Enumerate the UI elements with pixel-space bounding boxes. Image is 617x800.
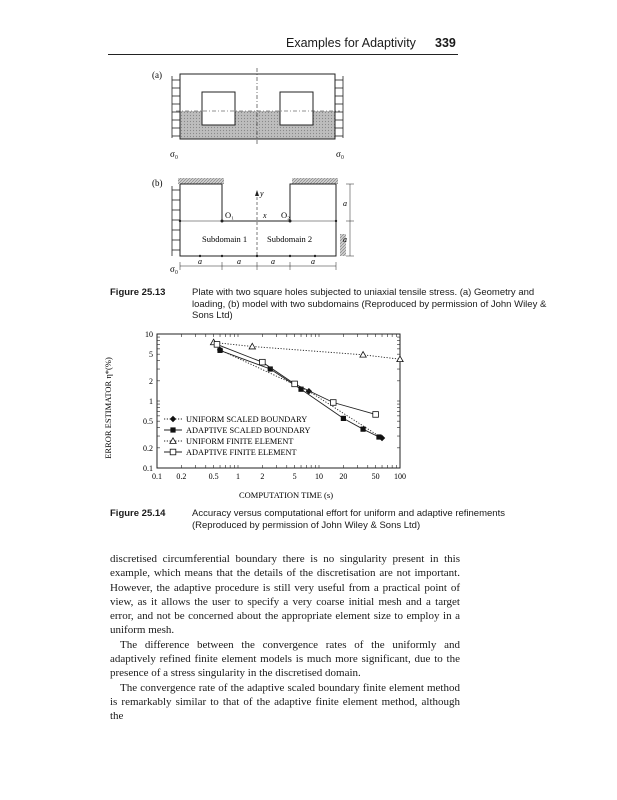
square-filled-marker [217, 348, 222, 353]
x-tick-label: 5 [292, 472, 297, 481]
x-tick-label: 100 [394, 472, 406, 481]
support-top-right [292, 178, 338, 184]
paragraph-1: discretised circumferential boundary there is no singularity present in this example, which means that the details of the discretisation are not important. However, the adaptive procedure is still very useful from a practical point of view, as it allows the user to specify a very coarse initial mesh and a target error, and not be concerned about the appropriate element size to employ in a uniform mesh. [110, 553, 460, 637]
o2-label: O₂ [281, 210, 291, 220]
sigma-right-a: σ₀ [336, 149, 344, 159]
subdomain-1-label: Subdomain 1 [202, 234, 248, 244]
x-tick-label: 20 [339, 472, 348, 481]
y-tick-label: 1 [149, 397, 153, 406]
square-open-marker [292, 381, 298, 387]
x-tick-label: 2 [260, 472, 265, 481]
dimension-lines [180, 184, 354, 270]
caption-14-text: Accuracy versus computational effort for uniform and adaptive refinements (Reproduced by permission of John Wiley & Sons Ltd) [192, 508, 505, 531]
y-tick-label: 0.1 [143, 464, 153, 473]
support-top-left [178, 178, 224, 184]
dim-a-2: a [237, 257, 241, 266]
x-axis-label: COMPUTATION TIME (s) [238, 490, 334, 500]
legend-entry: UNIFORM FINITE ELEMENT [186, 437, 294, 446]
dim-a-1: a [198, 257, 202, 266]
series-4 [214, 342, 378, 418]
dim-a-4: a [311, 257, 315, 266]
x-tick-label: 10 [315, 472, 323, 481]
x-label: x [263, 211, 267, 220]
x-tick-label: 1 [236, 472, 240, 481]
x-tick-label: 0.1 [152, 472, 162, 481]
chart-legend [164, 415, 310, 457]
square-open-marker [330, 400, 336, 406]
triangle-marker [360, 352, 366, 358]
caption-13-label: Figure 25.13 [110, 287, 166, 298]
series-3 [210, 339, 403, 361]
caption-14-label: Figure 25.14 [110, 508, 166, 519]
header-rule [108, 54, 458, 55]
caption-13-text: Plate with two square holes subjected to uniaxial tensile stress. (a) Geometry and loading, (b) model with two subdomains (Reproduced by permission of John Wiley & Sons Ltd) [192, 287, 547, 321]
page-number: 339 [435, 36, 456, 50]
square-filled-marker [341, 416, 346, 421]
figure-14-caption [110, 508, 562, 532]
diamond-marker [170, 416, 176, 422]
square-open-marker [373, 412, 379, 418]
hole-left [202, 92, 235, 125]
fig-a-label: (a) [152, 70, 162, 80]
dim-a-5: a [343, 199, 347, 208]
legend-entry: UNIFORM SCALED BOUNDARY [186, 415, 308, 424]
series-line [217, 344, 376, 414]
figure-13a [150, 66, 360, 166]
y-axis-label: ERROR ESTIMATOR η*(%) [103, 357, 113, 459]
x-tick-label: 50 [371, 472, 380, 481]
fig-b-label: (b) [152, 178, 163, 188]
x-tick-label: 0.5 [208, 472, 219, 481]
x-tick-label: 0.2 [176, 472, 187, 481]
paragraph-3: The convergence rate of the adaptive scaled boundary finite element method is remarkably similar to that of the adaptive finite element method, although the [110, 681, 460, 723]
sigma-left-a: σ₀ [170, 149, 178, 159]
y-label: y [260, 189, 264, 198]
square-filled-marker [376, 434, 381, 439]
y-tick-label: 0.2 [143, 443, 153, 453]
hole-right [280, 92, 313, 125]
load-arrows-right [335, 76, 343, 138]
subdomain-2-label: Subdomain 2 [267, 234, 313, 244]
chart-axes [143, 330, 406, 481]
square-open-marker [260, 359, 266, 365]
running-header [0, 36, 617, 54]
body-text [110, 552, 460, 724]
series-line [220, 350, 379, 437]
y-tick-label: 0.5 [143, 417, 153, 427]
dim-a-6: a [343, 235, 347, 244]
series-line [214, 342, 400, 359]
figure-14-chart [100, 326, 410, 504]
figure-13-caption [110, 287, 562, 323]
square-open-marker [214, 342, 220, 348]
series-line [220, 350, 382, 438]
square-open-marker [170, 449, 176, 455]
y-tick-label: 10 [145, 330, 153, 339]
sigma-left-b: σ₀ [170, 264, 178, 274]
load-arrows-left [172, 76, 180, 138]
figure-13b [150, 176, 360, 274]
dim-a-3: a [271, 257, 275, 266]
legend-entry: ADAPTIVE FINITE ELEMENT [186, 448, 297, 457]
paragraph-2: The difference between the convergence rates of the uniformly and adaptively refined finite element models is much more significant, due to the presence of a stress singularity in the discretised domain. [110, 638, 460, 680]
square-filled-marker [360, 427, 365, 432]
header-title: Examples for Adaptivity [286, 36, 416, 50]
o1-label: O₁ [225, 210, 235, 220]
square-filled-marker [170, 427, 175, 432]
y-tick-label: 5 [149, 350, 153, 360]
legend-entry: ADAPTIVE SCALED BOUNDARY [186, 426, 311, 435]
y-arrow [255, 190, 259, 196]
y-tick-label: 2 [149, 376, 153, 386]
